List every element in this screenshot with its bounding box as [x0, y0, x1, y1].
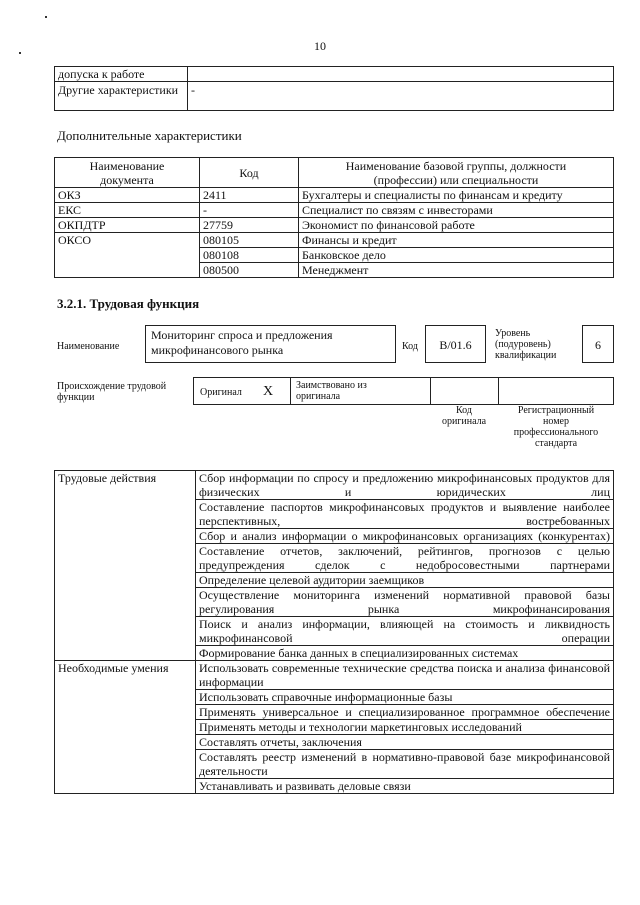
table-row — [55, 82, 614, 111]
work_actions-item: Формирование банка данных в специализированных системах — [196, 646, 614, 661]
scan-speck — [45, 16, 47, 18]
cell-name: Менеджмент — [299, 263, 614, 278]
table-header-row — [55, 158, 614, 188]
header-code: Код — [200, 158, 299, 188]
header-name: Наименование базовой группы, должности (профессии) или специальности — [299, 158, 614, 188]
origin-divider — [430, 377, 431, 405]
function-code-box — [425, 325, 486, 363]
cell-code: 080500 — [200, 263, 299, 278]
function-name-box — [145, 325, 396, 363]
cell-doc: ЕКС — [55, 203, 200, 218]
level-box — [582, 325, 614, 363]
original-label: Оригинал — [200, 387, 242, 398]
top-value: - — [188, 82, 614, 111]
function-name: Мониторинг спроса и предложения микрофинансового рынка — [151, 328, 333, 357]
scan-speck — [19, 52, 21, 54]
header-document: Наименование документа — [55, 158, 200, 188]
work_actions-item: Составление отчетов, заключений, рейтингов, прогнозов с целью предупреждения сделок с недобросовестными партнерами — [196, 544, 614, 573]
code-label: Код — [402, 341, 418, 352]
cell-name: Специалист по связям с инвесторами — [299, 203, 614, 218]
table-row — [55, 188, 614, 203]
section-title: 3.2.1. Трудовая функция — [57, 296, 200, 311]
skills-item: Использовать справочные информационные базы — [196, 690, 614, 705]
cell-code: 080108 — [200, 248, 299, 263]
skills-item: Применять универсальное и специализированное программное обеспечение — [196, 705, 614, 720]
page-number: 10 — [314, 39, 326, 53]
additional-title: Дополнительные характеристики — [57, 128, 242, 143]
skills-label: Необходимые умения — [55, 661, 196, 794]
work_actions-item: Осуществление мониторинга изменений нормативной правовой базы регулирования рынка микрофинансирования — [196, 588, 614, 617]
skills-item: Применять методы и технологии маркетинговых исследований — [196, 720, 614, 735]
work_actions-label: Трудовые действия — [55, 471, 196, 661]
additional-table — [54, 157, 614, 278]
table-row — [55, 67, 614, 82]
level-value: 6 — [595, 338, 601, 352]
table-row — [55, 471, 614, 500]
work_actions-item: Сбор и анализ информации о микрофинансовых организациях (конкурентах) — [196, 529, 614, 544]
skills-item: Составлять реестр изменений в нормативно-правовой базе микрофинансовой деятельности — [196, 750, 614, 779]
table-row — [55, 218, 614, 233]
cell-name: Экономист по финансовой работе — [299, 218, 614, 233]
table-row — [55, 233, 614, 248]
cell-name: Финансы и кредит — [299, 233, 614, 248]
top-value — [188, 67, 614, 82]
code-caption: Код оригинала — [441, 405, 487, 427]
reg-caption: Регистрационный номер профессионального стандарта — [513, 405, 599, 449]
cell-doc: ОКЗ — [55, 188, 200, 203]
origin-divider — [290, 377, 291, 405]
cell-code: - — [200, 203, 299, 218]
table-row — [55, 661, 614, 690]
cell-doc: ОКСО — [55, 233, 200, 278]
top-table — [54, 66, 614, 111]
work_actions-item: Определение целевой аудитории заемщиков — [196, 573, 614, 588]
name-label: Наименование — [57, 341, 120, 352]
cell-code: 2411 — [200, 188, 299, 203]
borrowed-label: Заимствовано из оригинала — [296, 380, 367, 402]
cell-code: 080105 — [200, 233, 299, 248]
function-code: B/01.6 — [439, 338, 472, 352]
top-label: Другие характеристики — [55, 82, 188, 111]
level-label: Уровень (подуровень) квалификации — [495, 328, 557, 361]
top-label: допуска к работе — [55, 67, 188, 82]
origin-divider — [498, 377, 499, 405]
table-row — [55, 203, 614, 218]
work_actions-item: Составление паспортов микрофинансовых продуктов и выявление наиболее перспективных, востребованных — [196, 500, 614, 529]
origin-label: Происхождение трудовой функции — [57, 381, 167, 403]
work_actions-item: Сбор информации по спросу и предложению микрофинансовых продуктов для физических и юридических лиц — [196, 471, 614, 500]
original-mark: X — [263, 384, 274, 399]
skills-item: Устанавливать и развивать деловые связи — [196, 779, 614, 794]
cell-code: 27759 — [200, 218, 299, 233]
cell-name: Банковское дело — [299, 248, 614, 263]
work_actions-item: Поиск и анализ информации, влияющей на стоимость и ликвидность микрофинансовой операции — [196, 617, 614, 646]
function-details-table — [54, 470, 614, 794]
skills-item: Использовать современные технические средства поиска и анализа финансовой информации — [196, 661, 614, 690]
cell-doc: ОКПДТР — [55, 218, 200, 233]
skills-item: Составлять отчеты, заключения — [196, 735, 614, 750]
cell-name: Бухгалтеры и специалисты по финансам и кредиту — [299, 188, 614, 203]
